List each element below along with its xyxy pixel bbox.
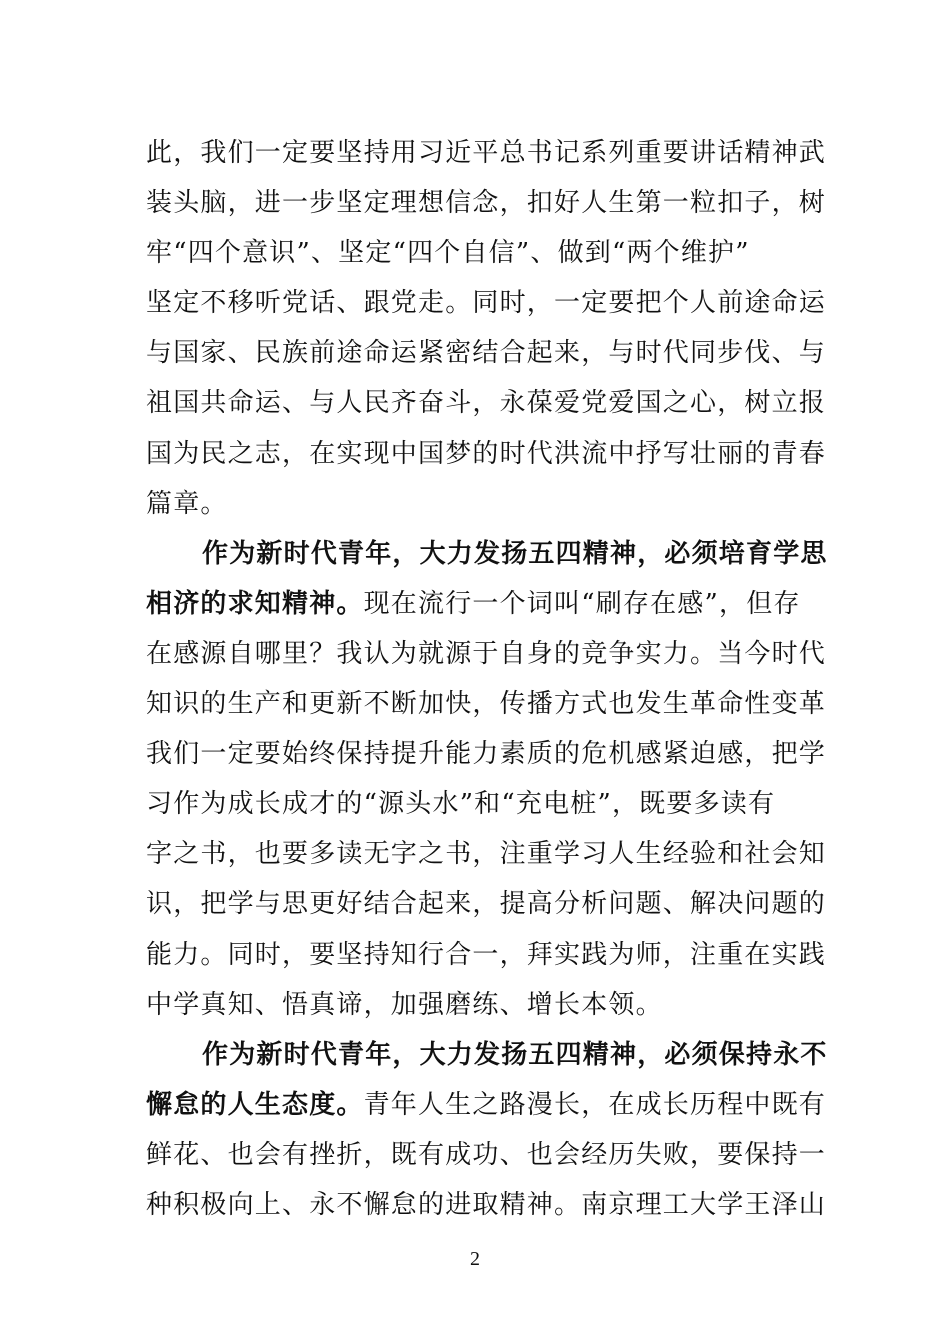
text-line: 我们一定要始终保持提升能力素质的危机感紧迫感，把学 [146,739,827,770]
text-line: 在感源自哪里？我认为就源于自身的竞争实力。当今时代 [146,638,827,669]
text-line: 知识的生产和更新不断加快，传播方式也发生革命性变革 [146,689,827,720]
paragraph-2 [146,529,828,1030]
text-line: 坚定不移听党话、跟党走。同时，一定要把个人前途命运 [146,288,827,319]
body-text [146,128,828,1230]
text-line: 能力。同时，要坚持知行合一，拜实践为师，注重在实践 [146,939,827,970]
text-line: 与国家、民族前途命运紧密结合起来，与时代同步伐、与 [146,338,827,369]
paragraph-3 [146,1030,828,1230]
text-line: 此，我们一定要坚持用习近平总书记系列重要讲话精神武 [146,138,827,168]
text-line: 国为民之志，在实现中国梦的时代洪流中抒写壮丽的青春 [146,438,827,469]
text-line [146,1080,827,1130]
bold-heading-text: 懈怠的人生态度。 [146,1089,364,1120]
inline-text: 现在流行一个词叫“刷存在感”，但存 [363,588,801,619]
inline-text: 青年人生之路漫长，在成长历程中既有 [363,1089,827,1120]
page-number: 2 [470,1248,480,1270]
bold-heading-text: 相济的求知精神。 [146,588,364,619]
text-line: 中学真知、悟真谛，加强磨练、增长本领。 [146,989,663,1020]
text-line [146,579,806,629]
text-line: 牢“四个意识”、坚定“四个自信”、做到“两个维护” [146,238,750,269]
text-line: 篇章。 [146,488,228,519]
text-line: 字之书，也要多读无字之书，注重学习人生经验和社会知 [146,839,827,870]
text-line: 祖国共命运、与人民齐奋斗，永葆爱党爱国之心，树立报 [146,388,827,419]
text-line: 鲜花、也会有挫折，既有成功、也会经历失败，要保持一 [146,1139,827,1170]
text-line: 种积极向上、永不懈怠的进取精神。南京理工大学王泽山 [146,1189,827,1220]
bold-heading-line: 作为新时代青年，大力发扬五四精神，必须保持永不 [202,1039,828,1070]
paragraph-1 [146,128,827,529]
text-line: 装头脑，进一步坚定理想信念，扣好人生第一粒扣子，树 [146,188,827,219]
bold-heading-line: 作为新时代青年，大力发扬五四精神，必须培育学思 [202,538,828,569]
text-line: 习作为成长成才的“源头水”和“充电桩”，既要多读有 [146,789,776,820]
text-line: 识，把学与思更好结合起来，提高分析问题、解决问题的 [146,889,827,920]
